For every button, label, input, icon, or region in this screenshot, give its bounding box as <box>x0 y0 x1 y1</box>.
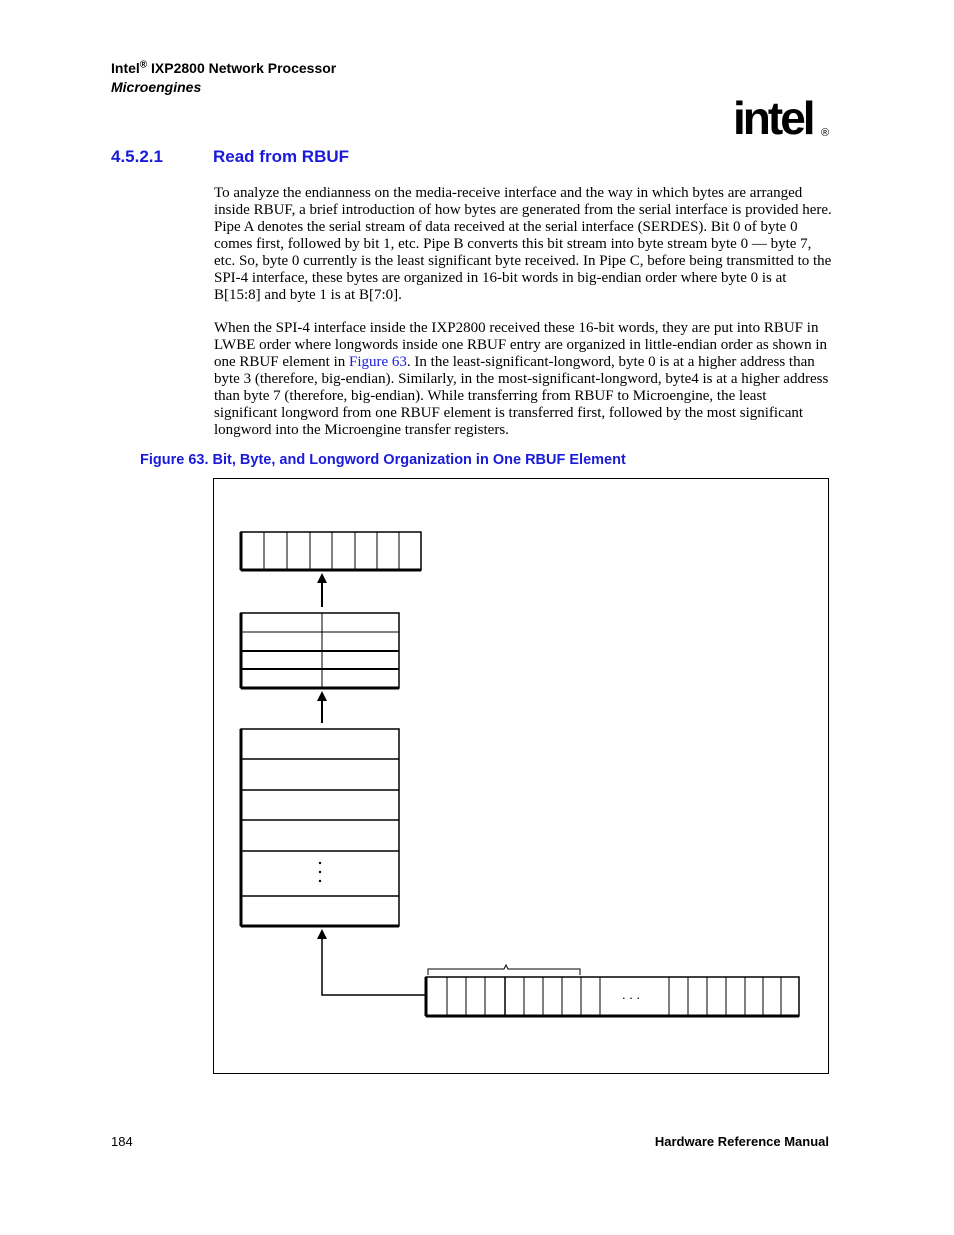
byte-brace <box>428 965 580 975</box>
arrow-from-stream <box>322 935 426 995</box>
byte-bit-cells <box>241 532 421 570</box>
intel-logo-wordmark: intel <box>733 92 813 144</box>
header-chapter: Microengines <box>111 79 202 95</box>
stream-ellipsis: . . . <box>622 987 641 1002</box>
page-number: 184 <box>111 1134 133 1149</box>
section-heading <box>111 147 349 167</box>
header-product: IXP2800 Network Processor <box>147 60 337 76</box>
paragraph-2 <box>214 320 832 439</box>
figure-63-link[interactable]: Figure 63 <box>349 354 407 370</box>
word-table <box>241 613 399 688</box>
running-header <box>111 59 336 97</box>
intel-logo-registered: ® <box>821 127 830 139</box>
paragraph-1: To analyze the endianness on the media-receive interface and the way in which bytes are arranged inside RBUF, a brief introduction of how bytes are generated from the serial interface is provided here. Pipe A denotes the serial stream of data received at the serial interface (SERDES). Bit 0 of byte 0 comes first, followed by bit 1, etc. Pipe B converts this bit stream into byte stream byte 0 — byte 7, etc. So, byte 0 currently is the least significant byte received. In Pipe C, before being transmitted to the SPI-4 interface, these bytes are organized in 16-bit words in big-endian order where byte 0 is at B[15:8] and byte 1 is at B[7:0]. <box>214 185 832 303</box>
registered-mark: ® <box>139 59 148 71</box>
rbuf-element-stack <box>241 729 399 926</box>
figure-caption: Figure 63. Bit, Byte, and Longword Organization in One RBUF Element <box>140 452 626 468</box>
rbuf-diagram <box>214 479 830 1075</box>
intel-logo <box>733 88 833 152</box>
header-product-line <box>111 59 336 78</box>
paragraph-2-text-a: When the SPI-4 interface inside the IXP2800 received these 16-bit words, they are put into RBUF in LWBE order where longwords inside one RBUF entry are organized in little-endian order as shown in one RBUF element in <box>214 320 828 370</box>
footer-title: Hardware Reference Manual <box>654 1134 829 1149</box>
paragraph-2-text-b: . In the least-significant-longword, byte 0 is at a higher address than byte 3 (therefore, big-endian). Similarly, in the most-significant-longword, byte4 is at a higher address than byte 7 (therefore, big-endian). While transferring from RBUF to Microengine, the least significant longword from one RBUF element is transferred first, followed by the most significant longword into the Microengine transfer registers. <box>214 354 829 438</box>
header-brand: Intel <box>111 60 140 76</box>
serial-bit-stream <box>426 977 799 1016</box>
stack-vertical-dots <box>319 862 321 882</box>
section-title: Read from RBUF <box>213 147 350 166</box>
section-number: 4.5.2.1 <box>111 147 163 166</box>
figure-63-frame <box>213 478 829 1074</box>
